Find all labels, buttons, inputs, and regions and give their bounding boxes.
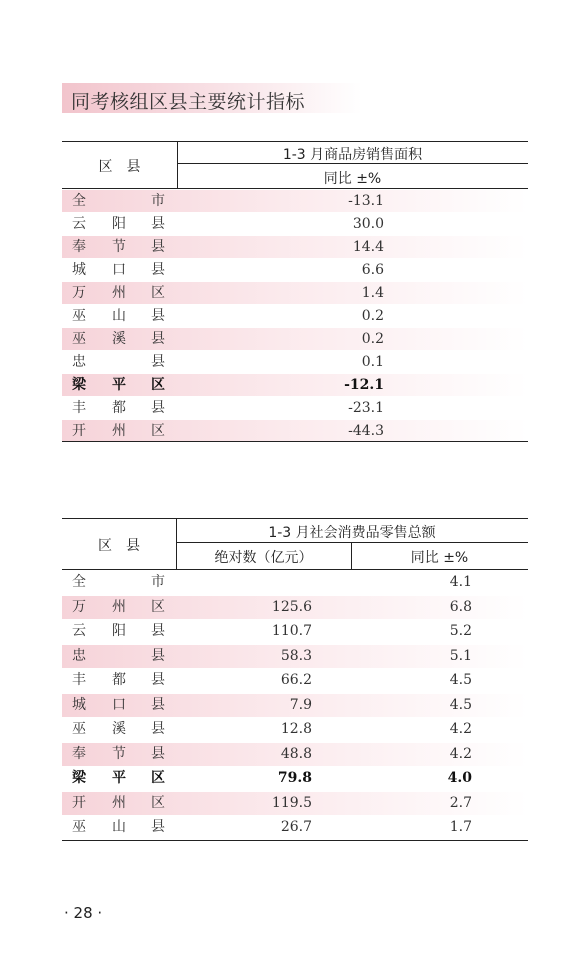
table-row [62,645,528,668]
region-char-3: 区 [151,794,165,811]
table-row [62,571,528,594]
yoy-value: 4.5 [449,672,472,688]
region-char-3: 区 [151,377,165,393]
table-top-rule [62,518,528,519]
region-char-1: 巫 [72,721,86,737]
region-char-1: 丰 [72,400,86,416]
region-char-2: 溪 [112,331,126,347]
region-header: 区 县 [98,538,140,554]
yoy-value: 14.4 [352,239,384,255]
region-char-1: 巫 [72,308,86,324]
region-char-1: 全 [72,574,86,590]
absolute-value: 48.8 [280,745,312,762]
table-row [62,792,528,815]
region-char-1: 忠 [72,354,86,370]
table-row [62,236,528,258]
yoy-value: 0.1 [361,354,384,370]
region-char-1: 云 [72,216,86,232]
region-char-2: 都 [112,400,126,416]
table-row [62,669,528,692]
absolute-header: 绝对数（亿元） [214,550,313,566]
region-char-1: 万 [72,598,86,615]
region-char-3: 区 [151,770,165,786]
region-char-2: 平 [112,377,126,393]
region-char-1: 梁 [72,377,86,393]
absolute-value: 26.7 [280,819,312,835]
region-char-3: 区 [151,423,165,439]
region-char-1: 云 [72,623,86,639]
absolute-value: 79.8 [277,770,312,786]
table-row [62,305,528,327]
region-char-2: 口 [112,262,126,278]
region-char-3: 市 [151,193,165,209]
region-char-1: 城 [72,696,86,713]
table-bottom-rule [62,840,528,841]
region-char-2: 山 [112,819,126,835]
retail-sales-table [62,518,528,842]
section-title-banner [62,83,362,113]
region-char-2: 口 [112,696,126,713]
region-char-1: 丰 [72,672,86,688]
absolute-value: 7.9 [289,696,312,713]
table-row [62,596,528,619]
table-row [62,374,528,396]
region-char-3: 县 [151,216,165,232]
region-char-3: 县 [151,647,165,664]
yoy-value: 0.2 [361,331,384,347]
table-top-rule [62,141,528,142]
region-char-1: 巫 [72,819,86,835]
table-row [62,190,528,212]
yoy-value: 30.0 [352,216,384,232]
yoy-value: 0.2 [361,308,384,324]
region-char-2: 节 [112,745,126,762]
region-char-3: 区 [151,598,165,615]
region-char-3: 县 [151,308,165,324]
region-char-3: 县 [151,262,165,278]
region-char-2: 阳 [112,623,126,639]
region-char-2: 节 [112,239,126,255]
yoy-value: -13.1 [348,193,384,209]
region-char-1: 全 [72,193,86,209]
region-char-3: 县 [151,745,165,762]
yoy-header: 同比 ±% [410,550,469,566]
absolute-value: 12.8 [280,721,312,737]
region-char-2: 州 [112,285,126,301]
region-char-2: 州 [112,794,126,811]
housing-sales-table [62,141,528,443]
yoy-value: 4.2 [449,745,472,762]
region-char-1: 奉 [72,745,86,762]
region-char-3: 县 [151,623,165,639]
table-row [62,743,528,766]
absolute-value: 110.7 [271,623,312,639]
region-char-1: 开 [72,794,86,811]
table-bottom-rule [62,441,528,442]
table-row [62,397,528,419]
region-header: 区 县 [98,159,141,175]
yoy-value: 4.5 [449,696,472,713]
region-char-1: 巫 [72,331,86,347]
region-char-2: 山 [112,308,126,324]
region-char-1: 开 [72,423,86,439]
yoy-value: 1.7 [449,819,472,835]
yoy-value: -23.1 [348,400,384,416]
yoy-value: 6.8 [449,598,472,615]
region-char-3: 县 [151,819,165,835]
yoy-value: 5.1 [449,647,472,664]
yoy-value: 4.1 [449,574,472,590]
table-row [62,328,528,350]
region-char-2: 阳 [112,216,126,232]
absolute-value: 125.6 [271,598,312,615]
region-char-3: 县 [151,331,165,347]
region-char-2: 都 [112,672,126,688]
metric-header: 1-3 月社会消费品零售总额 [268,525,436,541]
table-row [62,259,528,281]
header-divider [176,542,528,543]
region-char-2: 溪 [112,721,126,737]
region-char-3: 县 [151,672,165,688]
region-char-2: 州 [112,598,126,615]
yoy-value: 2.7 [449,794,472,811]
region-char-3: 县 [151,721,165,737]
absolute-value: 58.3 [280,647,312,664]
region-char-1: 奉 [72,239,86,255]
yoy-value: -44.3 [348,423,384,439]
region-char-2: 平 [112,770,126,786]
table-row [62,718,528,741]
region-char-1: 梁 [72,770,86,786]
page-number: · 28 · [64,904,103,922]
yoy-value: 4.2 [449,721,472,737]
header-bottom-rule [62,569,528,570]
region-char-3: 县 [151,354,165,370]
yoy-value: 6.6 [361,262,384,278]
region-char-3: 县 [151,400,165,416]
yoy-value: 5.2 [449,623,472,639]
table-row [62,694,528,717]
yoy-value: -12.1 [344,377,384,393]
table-row [62,420,528,442]
absolute-value: 119.5 [271,794,312,811]
table-row [62,767,528,790]
header-bottom-rule [62,188,528,189]
yoy-value: 4.0 [447,770,472,786]
table-row [62,351,528,373]
region-char-3: 区 [151,285,165,301]
region-char-1: 城 [72,262,86,278]
absolute-value: 66.2 [280,672,312,688]
table-row [62,620,528,643]
region-char-2: 州 [112,423,126,439]
table-row [62,816,528,839]
region-char-1: 万 [72,285,86,301]
table-row [62,282,528,304]
yoy-value: 1.4 [361,285,384,301]
yoy-header: 同比 ±% [323,171,382,187]
region-char-3: 县 [151,696,165,713]
table-row [62,213,528,235]
section-title: 同考核组区县主要统计指标 [71,91,306,113]
metric-header: 1-3 月商品房销售面积 [282,147,423,163]
region-char-1: 忠 [72,647,86,664]
region-char-3: 市 [151,574,165,590]
region-char-3: 县 [151,239,165,255]
